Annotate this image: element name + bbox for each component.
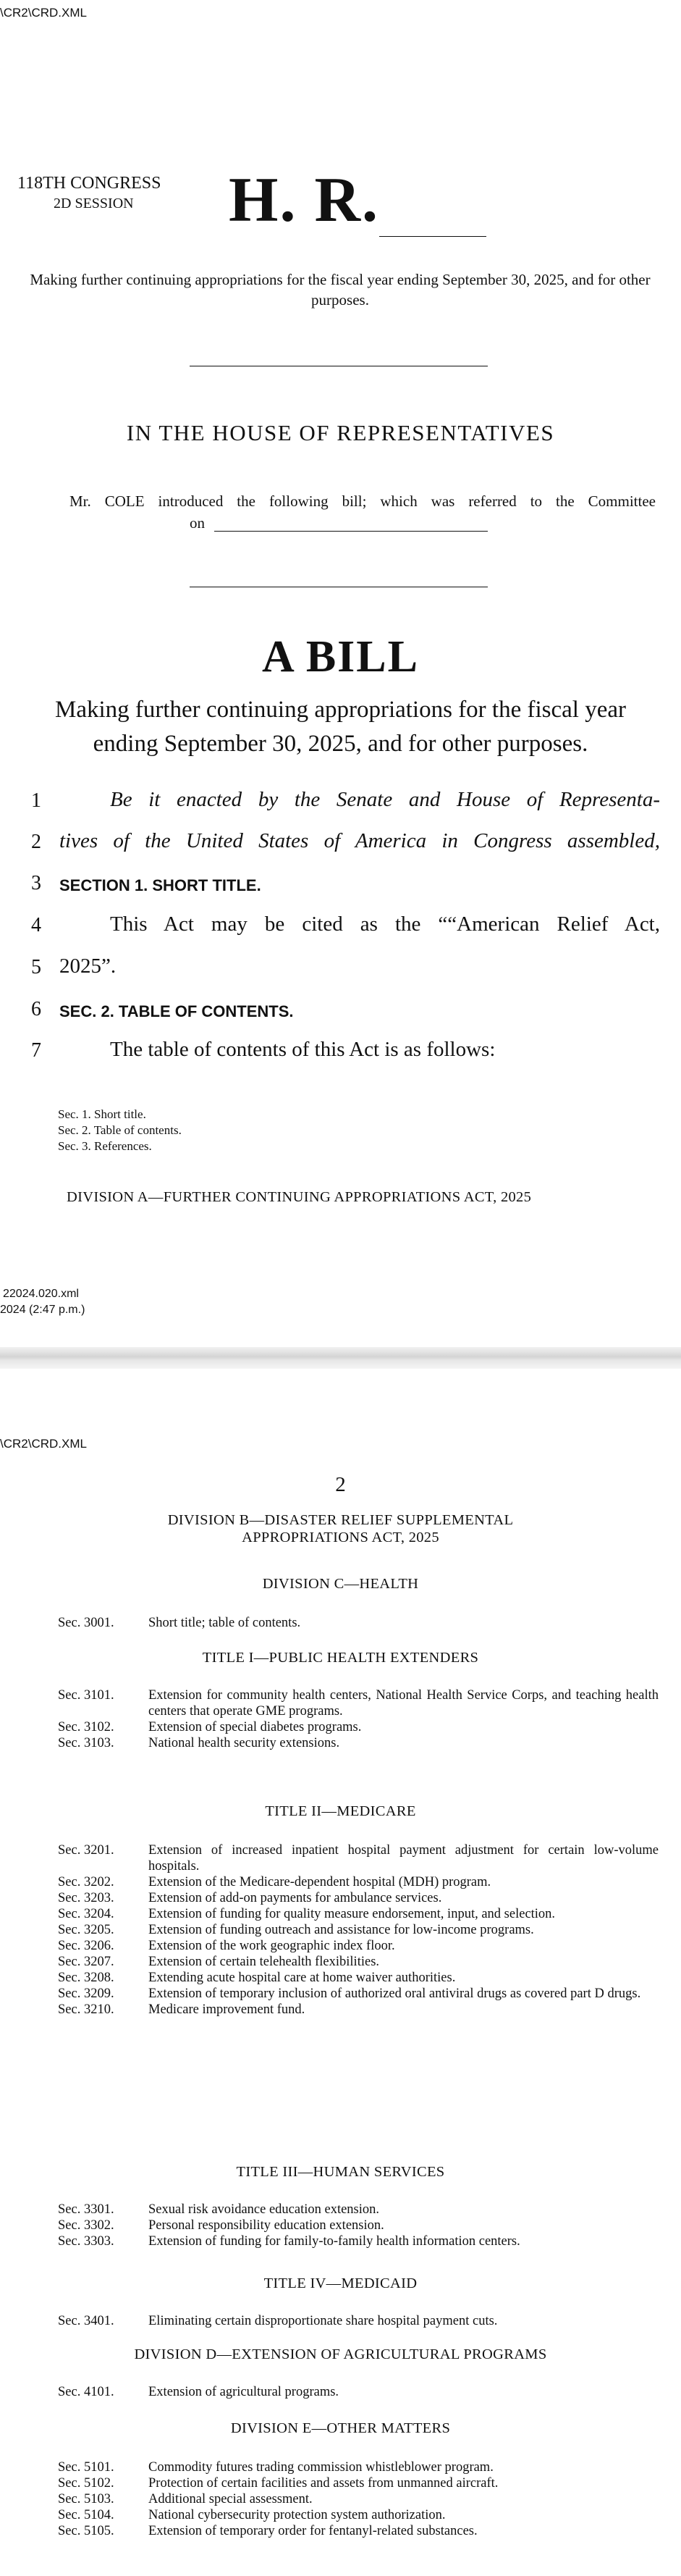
- toc-section-title: Extension of temporary order for fentanyl-related substances.: [148, 2524, 478, 2538]
- division-b-heading-line-1: DIVISION B—DISASTER RELIEF SUPPLEMENTAL: [167, 1512, 514, 1528]
- title-iii-list: [58, 2202, 659, 2249]
- toc-row: [58, 1986, 659, 2002]
- toc-row: [58, 2002, 659, 2018]
- toc-row: [58, 1938, 659, 1954]
- title-ii-list: [58, 1842, 659, 2018]
- footer-file: 22024.020.xml: [3, 1288, 79, 1300]
- committee-on-label: on: [190, 514, 205, 532]
- short-title-text-end: 2025”.: [59, 955, 117, 978]
- division-a-heading: DIVISION A—FURTHER CONTINUING APPROPRIATIONS ACT, 2025: [67, 1189, 532, 1205]
- toc-row: [58, 1890, 659, 1906]
- toc-section-number: Sec. 3209.: [58, 1986, 114, 2001]
- toc-section-number: Sec. 3303.: [58, 2234, 114, 2249]
- introduced-line: Mr. COLE introduced the following bill; which was referred to the Committee: [69, 492, 656, 510]
- line-number: 2: [31, 831, 41, 853]
- toc-section-title: Extending acute hospital care at home waiver authorities.: [148, 1971, 456, 1985]
- toc-section-title: Extension of agricultural programs.: [148, 2385, 339, 2399]
- toc-row: [58, 1687, 659, 1719]
- toc-row: [58, 2233, 659, 2249]
- toc-row: [58, 1954, 659, 1970]
- title-iv-list: [58, 2313, 659, 2329]
- toc-section-number: Sec. 3302.: [58, 2218, 114, 2233]
- page-break: [0, 1347, 681, 1369]
- line-number: 3: [31, 872, 41, 894]
- toc-intro: The table of contents of this Act is as follows:: [110, 1038, 496, 1061]
- short-title: Making further continuing appropriations for the fiscal year ending September 30, 2025, and for other purposes.: [30, 271, 651, 309]
- toc-section-title: Extension of increased inpatient hospital payment adjustment for certain low-volume hospitals.: [148, 1843, 659, 1874]
- toc-row: [58, 2218, 659, 2233]
- toc-section-title: Extension of certain telehealth flexibilities.: [148, 1955, 380, 1969]
- line-number: 4: [31, 914, 41, 936]
- toc-section-title: Additional special assessment.: [148, 2492, 313, 2506]
- title-iii-heading: TITLE III—HUMAN SERVICES: [236, 2164, 445, 2180]
- toc-section-title: Extension of funding for family-to-family health information centers.: [148, 2234, 520, 2249]
- toc-section-number: Sec. 3301.: [58, 2202, 114, 2217]
- purpose-line-1: Making further continuing appropriations for the fiscal year: [54, 697, 626, 723]
- toc-item: Sec. 3. References.: [58, 1139, 152, 1153]
- line-number: 7: [31, 1039, 41, 1062]
- division-d-heading: DIVISION D—EXTENSION OF AGRICULTURAL PROGRAMS: [134, 2346, 547, 2362]
- toc-section-number: Sec. 5102.: [58, 2476, 114, 2491]
- title-iv-heading: TITLE IV—MEDICAID: [263, 2275, 418, 2291]
- a-bill-heading: A BILL: [261, 632, 420, 681]
- toc-section-number: Sec. 3208.: [58, 1971, 114, 1985]
- purpose-line-2: ending September 30, 2025, and for other purposes.: [93, 731, 588, 757]
- toc-section-title: Extension for community health centers, National Health Service Corps, and teaching health centers that operate GME programs.: [148, 1688, 659, 1719]
- short-title-text: This Act may be cited as the ““American Relief Act,: [110, 912, 660, 936]
- toc-section-title: Extension of funding for quality measure endorsement, input, and selection.: [148, 1907, 556, 1921]
- line-number: 1: [31, 789, 41, 812]
- toc-section-number: Sec. 3205.: [58, 1923, 114, 1937]
- toc-item: Sec. 2. Table of contents.: [58, 1123, 182, 1137]
- division-e-heading: DIVISION E—OTHER MATTERS: [230, 2420, 451, 2436]
- bill-number-blank: [379, 236, 486, 237]
- toc-section-number: Sec. 5105.: [58, 2524, 114, 2538]
- toc-section-title: Extension of add-on payments for ambulance services.: [148, 1891, 442, 1905]
- chamber-heading: IN THE HOUSE OF REPRESENTATIVES: [126, 420, 555, 445]
- toc-row: [58, 2507, 659, 2523]
- toc-row: [58, 1874, 659, 1890]
- toc-section-number: Sec. 3001.: [58, 1616, 114, 1630]
- toc-section-number: Sec. 3203.: [58, 1891, 114, 1905]
- toc-section-title: Protection of certain facilities and assets from unmanned aircraft.: [148, 2476, 499, 2491]
- section-2-heading: SEC. 2. TABLE OF CONTENTS.: [59, 1002, 294, 1020]
- division-b-heading-line-2: APPROPRIATIONS ACT, 2025: [242, 1530, 439, 1545]
- toc-row: [58, 1922, 659, 1938]
- toc-section-title: Extension of the work geographic index floor.: [148, 1939, 395, 1953]
- toc-row: [58, 2475, 659, 2491]
- toc-section-title: Short title; table of contents.: [148, 1616, 301, 1630]
- toc-section-number: Sec. 3101.: [58, 1688, 114, 1703]
- toc-row: [58, 2313, 659, 2329]
- toc-section-title: Sexual risk avoidance education extension.: [148, 2202, 380, 2217]
- division-e-list: [58, 2459, 659, 2539]
- toc-section-number: Sec. 3207.: [58, 1955, 114, 1969]
- division-c-heading: DIVISION C—HEALTH: [262, 1576, 419, 1592]
- toc-row: [58, 1970, 659, 1986]
- toc-section-title: Commodity futures trading commission whistleblower program.: [148, 2460, 494, 2475]
- toc-row: [58, 2523, 659, 2539]
- title-ii-heading: TITLE II—MEDICARE: [265, 1803, 416, 1819]
- committee-blank: [214, 531, 488, 532]
- toc-row: [58, 1906, 659, 1922]
- toc-row: [58, 2384, 659, 2400]
- toc-section-title: Eliminating certain disproportionate share hospital payment cuts.: [148, 2314, 498, 2328]
- line-number: 6: [31, 998, 41, 1020]
- toc-section-title: Extension of temporary inclusion of authorized oral antiviral drugs as covered part D drugs.: [148, 1986, 641, 2001]
- toc-section-title: Extension of the Medicare-dependent hospital (MDH) program.: [148, 1875, 491, 1889]
- title-i-list: [58, 1687, 659, 1751]
- file-header: \CR2\CRD.XML: [0, 6, 87, 20]
- toc-section-title: National cybersecurity protection system authorization.: [148, 2508, 446, 2522]
- toc-section-number: Sec. 5101.: [58, 2460, 114, 2475]
- toc-section-number: Sec. 3202.: [58, 1875, 114, 1889]
- toc-row: [58, 2459, 659, 2475]
- enacting-clause-line-1: Be it enacted by the Senate and House of Representa-: [110, 788, 660, 811]
- toc-section-number: Sec. 3401.: [58, 2314, 114, 2328]
- toc-section-number: Sec. 3201.: [58, 1843, 114, 1858]
- title-i-heading: TITLE I—PUBLIC HEALTH EXTENDERS: [202, 1650, 479, 1666]
- toc-row: [58, 2491, 659, 2507]
- toc-section-number: Sec. 5104.: [58, 2508, 114, 2522]
- toc-section-number: Sec. 5103.: [58, 2492, 114, 2506]
- session-label: 2D SESSION: [54, 196, 134, 211]
- toc-section-number: Sec. 3206.: [58, 1939, 114, 1953]
- page-number: 2: [335, 1473, 346, 1496]
- toc-row: [58, 1842, 659, 1874]
- congress-label: 118TH CONGRESS: [17, 174, 161, 193]
- toc-row: [58, 2202, 659, 2218]
- bill-designation: H. R.: [229, 165, 379, 235]
- toc-block: [58, 1615, 659, 1631]
- toc-section-title: Personal responsibility education extension.: [148, 2218, 384, 2233]
- toc-section-number: Sec. 3204.: [58, 1907, 114, 1921]
- toc-section-number: Sec. 3103.: [58, 1736, 114, 1750]
- file-header: \CR2\CRD.XML: [0, 1437, 87, 1451]
- bill-page-2: [0, 1369, 681, 2576]
- toc-section-title: Extension of funding outreach and assistance for low-income programs.: [148, 1923, 534, 1937]
- section-1-heading: SECTION 1. SHORT TITLE.: [59, 876, 261, 894]
- footer-date: 2024 (2:47 p.m.): [0, 1304, 85, 1316]
- toc-section-title: National health security extensions.: [148, 1736, 340, 1750]
- toc-row: [58, 1615, 659, 1631]
- toc-list: [58, 1107, 182, 1154]
- division-d-list: [58, 2384, 659, 2400]
- toc-row: [58, 1719, 659, 1735]
- line-number: 5: [31, 956, 41, 978]
- toc-section-title: Medicare improvement fund.: [148, 2002, 305, 2017]
- toc-section-number: Sec. 4101.: [58, 2385, 114, 2399]
- toc-row: [58, 1735, 659, 1751]
- toc-item: Sec. 1. Short title.: [58, 1107, 146, 1121]
- toc-section-number: Sec. 3210.: [58, 2002, 114, 2017]
- toc-section-number: Sec. 3102.: [58, 1720, 114, 1734]
- enacting-clause-line-2: tives of the United States of America in Congress assembled,: [59, 829, 660, 852]
- toc-section-title: Extension of special diabetes programs.: [148, 1720, 362, 1734]
